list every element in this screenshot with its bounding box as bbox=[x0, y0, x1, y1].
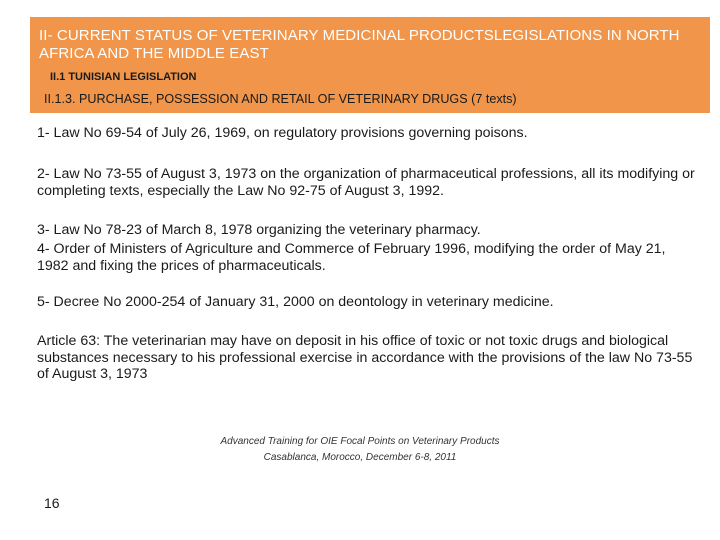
section-heading: II.1 TUNISIAN LEGISLATION bbox=[50, 71, 197, 83]
slide-title: II- CURRENT STATUS OF VETERINARY MEDICINAL PRODUCTSLEGISLATIONS IN NORTH AFRICA AND THE MIDDLE EAST bbox=[39, 27, 680, 62]
footer-event-location: Casablanca, Morocco, December 6-8, 2011 bbox=[263, 452, 457, 463]
header-banner bbox=[30, 17, 710, 113]
law-item-5: 5- Decree No 2000-254 of January 31, 2000 on deontology in veterinary medicine. bbox=[37, 294, 554, 310]
law-item-4: 4- Order of Ministers of Agriculture and Commerce of February 1996, modifying the order of May 21, 1982 and fixing the prices of pharmaceuticals. bbox=[37, 241, 666, 274]
page-number: 16 bbox=[44, 495, 60, 511]
law-item-3: 3- Law No 78-23 of March 8, 1978 organizing the veterinary pharmacy. bbox=[37, 222, 481, 238]
law-item-1: 1- Law No 69-54 of July 26, 1969, on regulatory provisions governing poisons. bbox=[37, 125, 528, 141]
article-63: Article 63: The veterinarian may have on deposit in his office of toxic or not toxic drugs and biological substances necessary to his professional exercise in accordance with the provisions of the law No 73-55 of August 3, 1973 bbox=[37, 333, 693, 382]
subsection-heading: II.1.3. PURCHASE, POSSESSION AND RETAIL OF VETERINARY DRUGS (7 texts) bbox=[44, 92, 517, 106]
footer-event-title: Advanced Training for OIE Focal Points on Veterinary Products bbox=[220, 436, 500, 447]
law-item-2: 2- Law No 73-55 of August 3, 1973 on the organization of pharmaceutical professions, all its modifying or completing texts, especially the Law No 92-75 of August 3, 1992. bbox=[37, 166, 695, 199]
